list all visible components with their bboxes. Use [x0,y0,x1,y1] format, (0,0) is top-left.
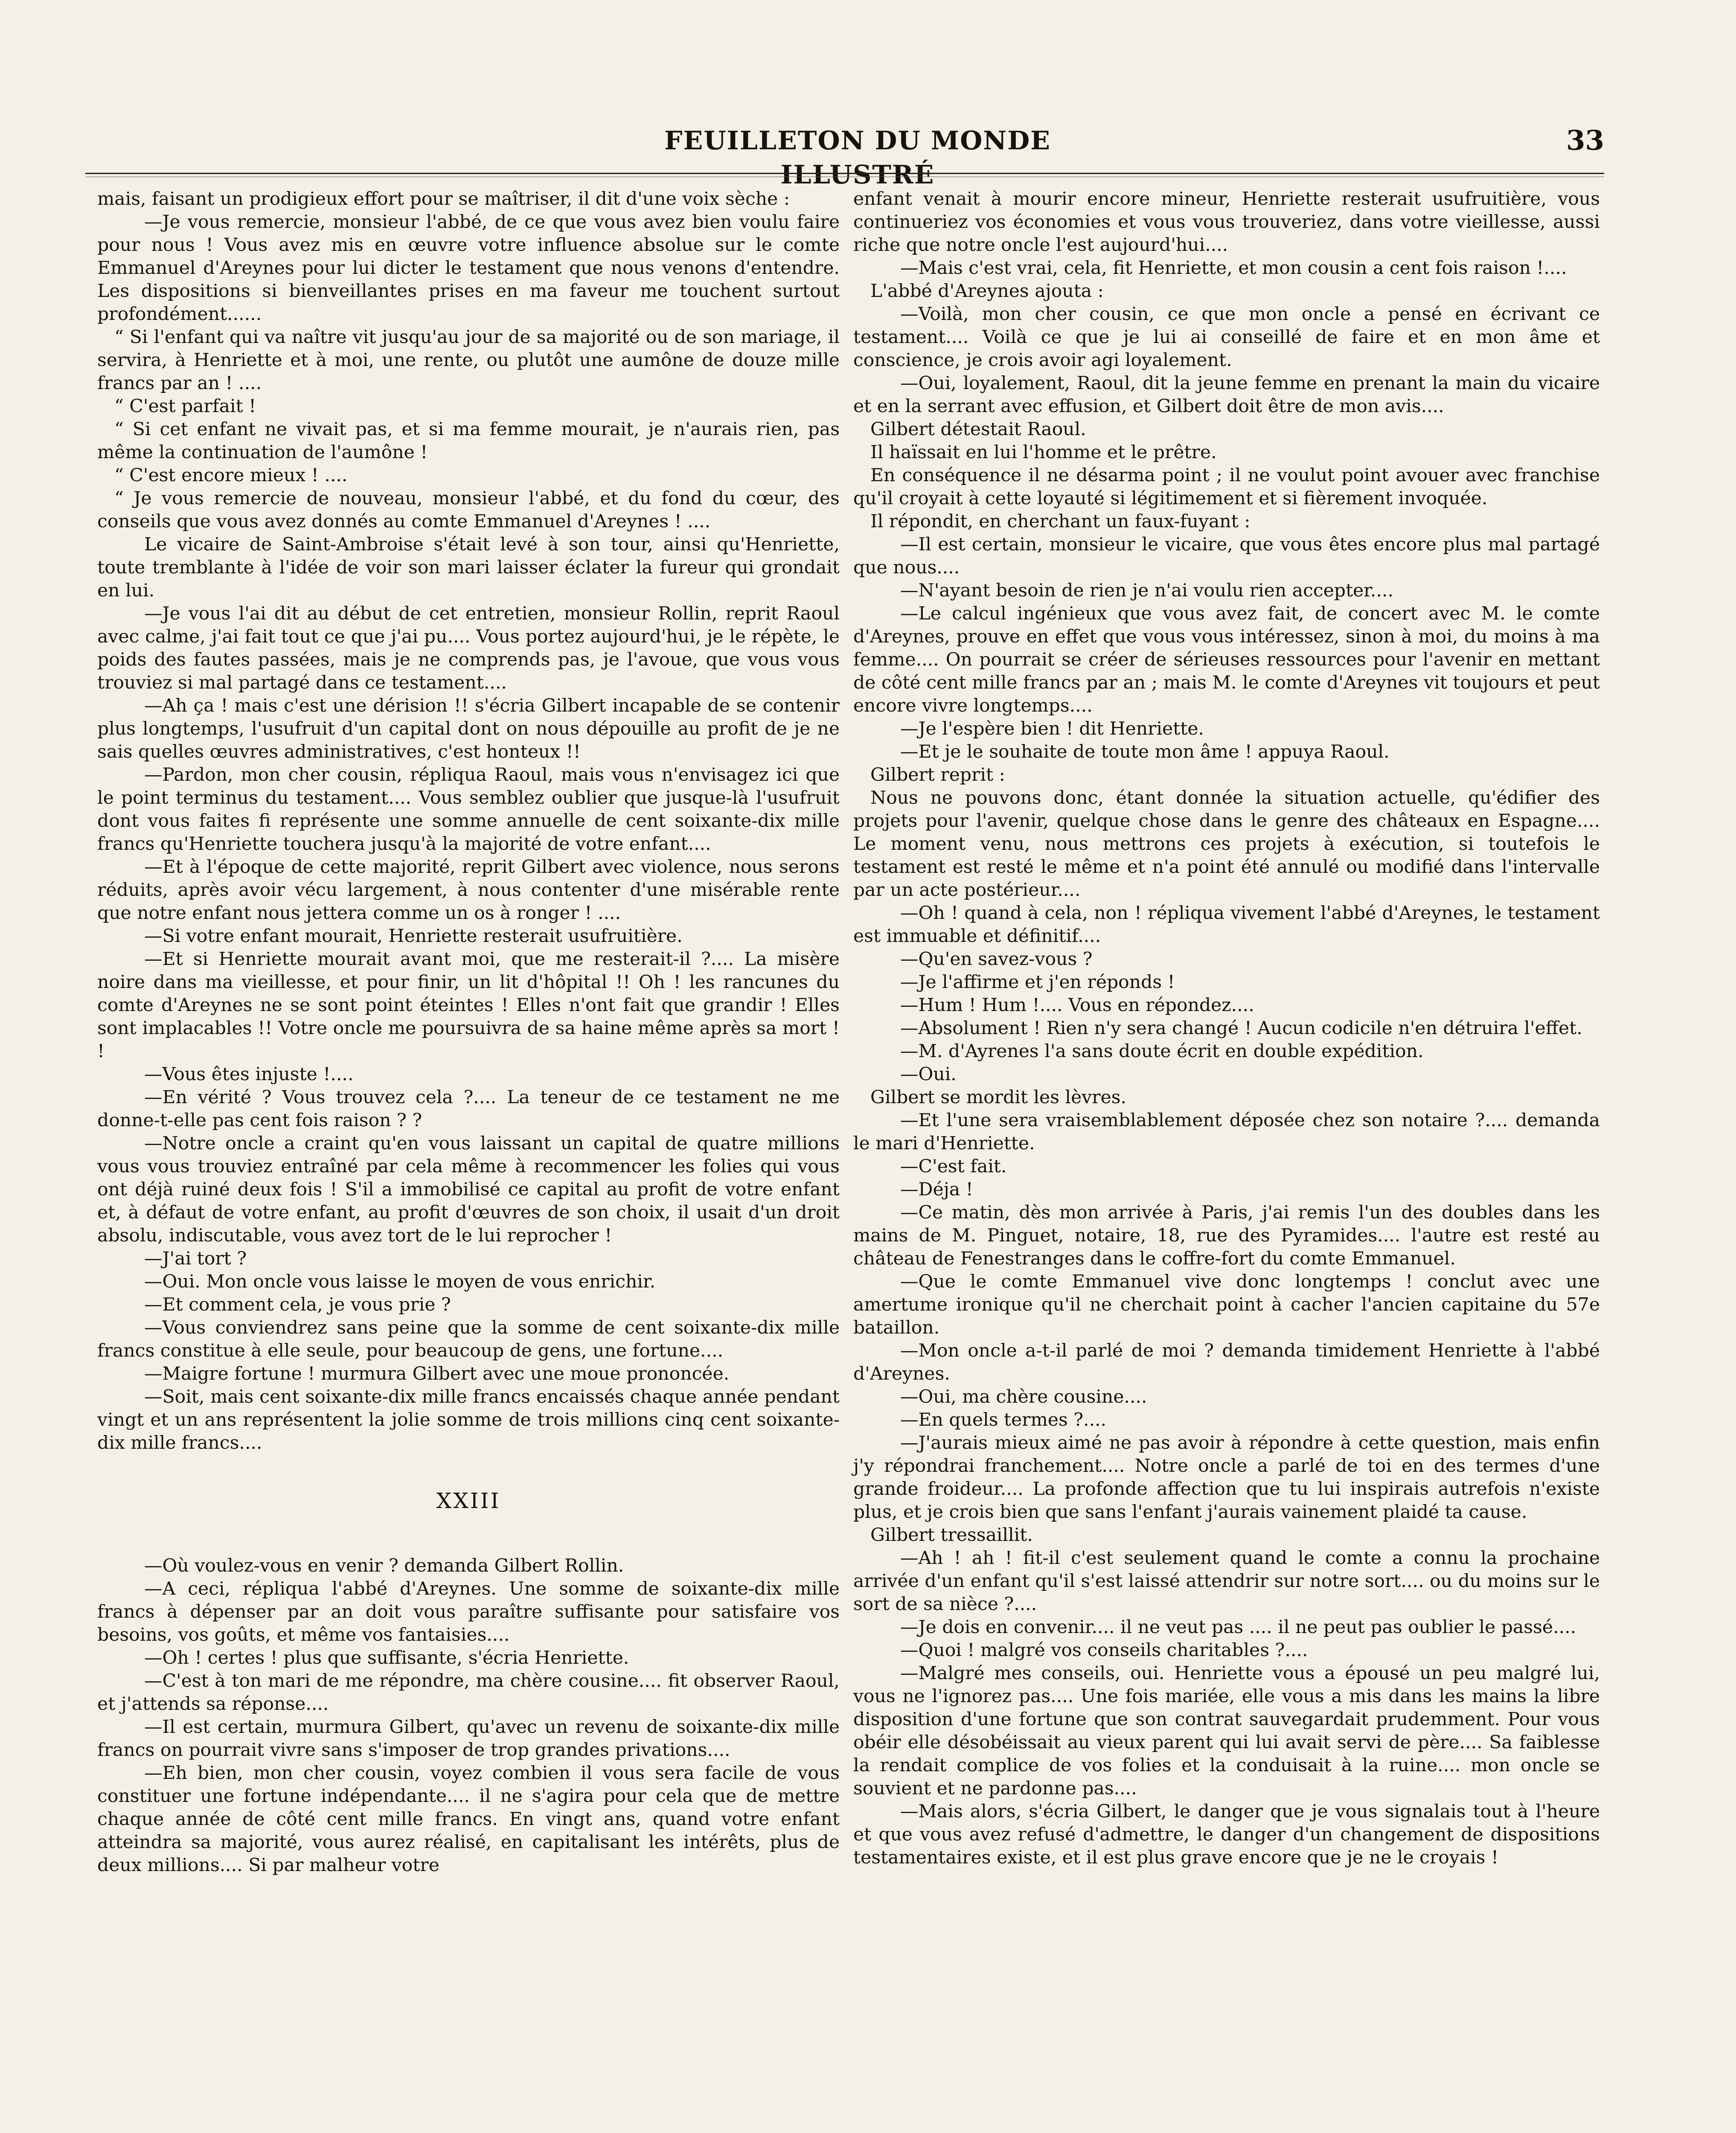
paragraph: En conséquence il ne désarma point ; il ne voulut point avouer avec franchise qu'il croyait à cette loyauté si légitimement et si fièrement invoquée. [853,465,1600,509]
right-column [853,188,1600,1869]
page-header [85,124,1604,190]
paragraph: —Maigre fortune ! murmura Gilbert avec une moue prononcée. [144,1363,730,1384]
right-column-text [853,188,1600,1869]
paragraph: —M. d'Ayrenes l'a sans doute écrit en double expédition. [900,1041,1424,1062]
paragraph: —Et comment cela, je vous prie ? [144,1294,451,1315]
paragraph: Gilbert détestait Raoul. [870,419,1086,440]
paragraph: —Où voulez-vous en venir ? demanda Gilbert Rollin. [144,1555,624,1576]
paragraph: Gilbert reprit : [870,764,1005,785]
paragraph: Le vicaire de Saint-Ambroise s'était levé à son tour, ainsi qu'Henriette, toute tremblante à l'idée de voir son mari laisser éclater la fureur qui grondait en lui. [97,534,840,601]
paragraph: —Notre oncle a craint qu'en vous laissant un capital de quatre millions vous vous trouviez entraîné par cela même à recommencer les folies qui vous ont déjà ruiné deux fois ! S'il a immobilisé ce capital au profit de votre enfant et, à défaut de votre enfant, au profit d'œuvres de son choix, il usait d'un droit absolu, indiscutable, vous avez tort de le lui reprocher ! [97,1133,840,1246]
paragraph: —Vous êtes injuste !.... [144,1064,354,1085]
paragraph: —Je vous remercie, monsieur l'abbé, de ce que vous avez bien voulu faire pour nous ! Vous avez mis en œuvre votre influence absolue sur le comte Emmanuel d'Areynes pour lui dicter le testament que nous venons d'entendre. Les dispositions si bienveillantes prises en ma faveur me touchent surtout profondément...... [97,212,840,325]
paragraph: —Ah ça ! mais c'est une dérision !! s'écria Gilbert incapable de se contenir plus longtemps, l'usufruit d'un capital dont on nous dépouille au profit de je ne sais quelles œuvres administratives, c'est honteux !! [97,695,840,762]
paragraph: —J'aurais mieux aimé ne pas avoir à répondre à cette question, mais enfin j'y répondrai franchement.... Notre oncle a parlé de toi en des termes d'une grande froideur.... La profonde affection que tu lui inspirais autrefois n'existe plus, et je crois bien que sans l'enfant j'aurais vainement plaidé ta cause. [853,1433,1600,1523]
chapter-heading: XXIII [436,1488,501,1513]
paragraph: “ Je vous remercie de nouveau, monsieur l'abbé, et du fond du cœur, des conseils que vous avez donnés au comte Emmanuel d'Areynes ! .... [97,488,840,532]
paragraph: —Si votre enfant mourait, Henriette resterait usufruitière. [144,926,683,947]
paragraph: L'abbé d'Areynes ajouta : [870,281,1104,302]
paragraph: Nous ne pouvons donc, étant donnée la situation actuelle, qu'édifier des projets pour l'avenir, quelque chose dans le genre des châteaux en Espagne.... Le moment venu, nous mettrons ces projets à exécution, si toutefois le testament est resté le même et n'a point été annulé ou modifié dans l'intervalle par un acte postérieur.... [853,788,1600,901]
paragraph: “ C'est parfait ! [114,396,256,417]
paragraph: —Soit, mais cent soixante-dix mille francs encaissés chaque année pendant vingt et un ans représentent la jolie somme de trois millions cinq cent soixante-dix mille francs.... [97,1386,840,1453]
paragraph: —Mais c'est vrai, cela, fit Henriette, et mon cousin a cent fois raison !.... [900,258,1567,279]
paragraph: —Oui. [900,1064,957,1085]
paragraph: —Ah ! ah ! fit-il c'est seulement quand le comte a connu la prochaine arrivée d'un enfant qu'il s'est laissé attendrir sur notre sort.... ou du moins sur le sort de sa nièce ?.... [853,1548,1600,1615]
paragraph: —Et l'une sera vraisemblablement déposée chez son notaire ?.... demanda le mari d'Henriette. [853,1110,1600,1154]
paragraph: —N'ayant besoin de rien je n'ai voulu rien accepter.... [900,580,1393,601]
header-rule [85,173,1604,177]
paragraph: —J'ai tort ? [144,1248,247,1269]
paragraph: Gilbert tressaillit. [870,1525,1033,1546]
paragraph: Gilbert se mordit les lèvres. [870,1087,1127,1108]
paragraph: —Quoi ! malgré vos conseils charitables ?.... [900,1640,1308,1661]
paragraph: —Absolument ! Rien n'y sera changé ! Aucun codicile n'en détruira l'effet. [900,1018,1582,1039]
paragraph: “ Si l'enfant qui va naître vit jusqu'au jour de sa majorité ou de son mariage, il servira, à Henriette et à moi, une rente, ou plutôt une aumône de douze mille francs par an ! .... [97,327,840,394]
paragraph: —Et à l'époque de cette majorité, reprit Gilbert avec violence, nous serons réduits, après avoir vécu largement, à nous contenter d'une misérable rente que notre enfant nous jettera comme un os à ronger ! .... [97,857,840,924]
paragraph: “ Si cet enfant ne vivait pas, et si ma femme mourait, je n'aurais rien, pas même la continuation de l'aumône ! [97,419,840,463]
paragraph: —Hum ! Hum !.... Vous en répondez.... [900,995,1254,1016]
paragraph: —Qu'en savez-vous ? [900,949,1093,970]
paragraph: —C'est à ton mari de me répondre, ma chère cousine.... fit observer Raoul, et j'attends sa réponse.... [97,1671,840,1715]
paragraph: —Pardon, mon cher cousin, répliqua Raoul, mais vous n'envisagez ici que le point terminus du testament.... Vous semblez oublier que jusque-là l'usufruit dont vous faites fi représente une somme annuelle de cent soixante-dix mille francs qu'Henriette touchera jusqu'à la majorité de votre enfant.... [97,764,840,854]
paragraph: —Et si Henriette mourait avant moi, que me resterait-il ?.... La misère noire dans ma vieillesse, et pour finir, un lit d'hôpital !! Oh ! les rancunes du comte d'Areynes ne se sont point éteintes ! Elles n'ont fait que grandir ! Elles sont implacables !! Votre oncle me poursuivra de sa haine même après sa mort ! ! [97,949,840,1062]
paragraph: —Eh bien, mon cher cousin, voyez combien il vous sera facile de vous constituer une fortune indépendante.... il ne s'agira pour cela que de mettre chaque année de côté cent mille francs. En vingt ans, quand votre enfant atteindra sa majorité, vous aurez réalisé, en capitalisant les intérêts, plus de deux millions.... Si par malheur votre [97,1763,840,1876]
paragraph: —Le calcul ingénieux que vous avez fait, de concert avec M. le comte d'Areynes, prouve en effet que vous vous intéressez, sinon à moi, du moins à ma femme.... On pourrait se créer de sérieuses ressources pour l'avenir en mettant de côté cent mille francs par an ; mais M. le comte d'Areynes vit toujours et peut encore vivre longtemps.... [853,603,1600,716]
paragraph: mais, faisant un prodigieux effort pour se maîtriser, il dit d'une voix sèche : [97,189,790,209]
paragraph: —Je l'affirme et j'en réponds ! [900,972,1175,993]
paragraph: —Déja ! [900,1179,973,1200]
left-column-text-after-chapter [97,1555,840,1877]
paragraph: —Il est certain, monsieur le vicaire, que vous êtes encore plus mal partagé que nous.... [853,534,1600,578]
paragraph: —Oh ! certes ! plus que suffisante, s'écria Henriette. [144,1648,629,1668]
paragraph: —Je l'espère bien ! dit Henriette. [900,718,1204,739]
left-column-text-before-chapter [97,188,840,1455]
paragraph: “ C'est encore mieux ! .... [114,465,348,486]
paragraph: —C'est fait. [900,1156,1007,1177]
paragraph: —Que le comte Emmanuel vive donc longtemps ! conclut avec une amertume ironique qu'il ne cherchait point à cacher l'ancien capitaine du 57e bataillon. [853,1271,1600,1338]
paragraph: —Il est certain, murmura Gilbert, qu'avec un revenu de soixante-dix mille francs on pourrait vivre sans s'imposer de trop grandes privations.... [97,1717,840,1761]
paragraph: —Oui, loyalement, Raoul, dit la jeune femme en prenant la main du vicaire et en la serrant avec effusion, et Gilbert doit être de mon avis.... [853,373,1600,417]
paragraph: —Voilà, mon cher cousin, ce que mon oncle a pensé en écrivant ce testament.... Voilà ce que je lui ai conseillé de faire et en mon âme et conscience, je crois avoir agi loyalement. [853,304,1600,371]
paragraph: —Et je le souhaite de toute mon âme ! appuya Raoul. [900,741,1390,762]
paragraph: —En vérité ? Vous trouvez cela ?.... La teneur de ce testament ne me donne-t-elle pas cent fois raison ? ? [97,1087,840,1131]
left-column [97,188,840,1877]
paragraph: Il répondit, en cherchant un faux-fuyant : [870,511,1250,532]
page-number: 33 [1566,125,1604,157]
paragraph: —Oh ! quand à cela, non ! répliqua vivement l'abbé d'Areynes, le testament est immuable et définitif.... [853,903,1600,947]
paragraph: —A ceci, répliqua l'abbé d'Areynes. Une somme de soixante-dix mille francs à dépenser par an doit vous paraître suffisante pour satisfaire vos besoins, vos goûts, et même vos fantaisies.... [97,1578,840,1645]
running-title: FEUILLETON DU MONDE ILLUSTRÉ [664,126,1051,190]
paragraph: —Malgré mes conseils, oui. Henriette vous a épousé un peu malgré lui, vous ne l'ignorez pas.... Une fois mariée, elle vous a mis dans les mains la libre disposition d'une fortune que son contrat sauvegardait prudemment. Pour vous obéir elle désobéissait au vieux parent qui lui avait servi de père.... Sa faiblesse la rendait complice de vos folies et la conduisait à la ruine.... mon oncle se souvient et ne pardonne pas.... [853,1663,1600,1799]
paragraph: —Ce matin, dès mon arrivée à Paris, j'ai remis l'un des doubles dans les mains de M. Pinguet, notaire, 18, rue des Pyramides.... l'autre est resté au château de Fenestranges dans le coffre-fort du comte Emmanuel. [853,1202,1600,1269]
paragraph: —Je dois en convenir.... il ne veut pas .... il ne peut pas oublier le passé.... [900,1617,1576,1638]
paragraph: —Oui, ma chère cousine.... [900,1386,1147,1407]
paragraph: —Oui. Mon oncle vous laisse le moyen de vous enrichir. [144,1271,656,1292]
paragraph: —Mon oncle a-t-il parlé de moi ? demanda timidement Henriette à l'abbé d'Areynes. [853,1340,1600,1384]
paragraph: —Vous conviendrez sans peine que la somme de cent soixante-dix mille francs constitue à elle seule, pour beaucoup de gens, une fortune.... [97,1317,840,1361]
paragraph: Il haïssait en lui l'homme et le prêtre. [870,442,1217,463]
paragraph: enfant venait à mourir encore mineur, Henriette resterait usufruitière, vous continueriez vos économies et vous vous trouveriez, dans votre vieillesse, aussi riche que notre oncle l'est aujourd'hui.... [853,189,1600,256]
paragraph: —En quels termes ?.... [900,1409,1107,1430]
paragraph: —Mais alors, s'écria Gilbert, le danger que je vous signalais tout à l'heure et que vous avez refusé d'admettre, le danger d'un changement de dispositions testamentaires existe, et il est plus grave encore que je ne le croyais ! [853,1801,1600,1868]
paragraph: —Je vous l'ai dit au début de cet entretien, monsieur Rollin, reprit Raoul avec calme, j'ai fait tout ce que j'ai pu.... Vous portez aujourd'hui, je le répète, le poids des fautes passées, mais je ne comprends pas, je l'avoue, que vous vous trouviez si mal partagé dans ce testament.... [97,603,840,693]
